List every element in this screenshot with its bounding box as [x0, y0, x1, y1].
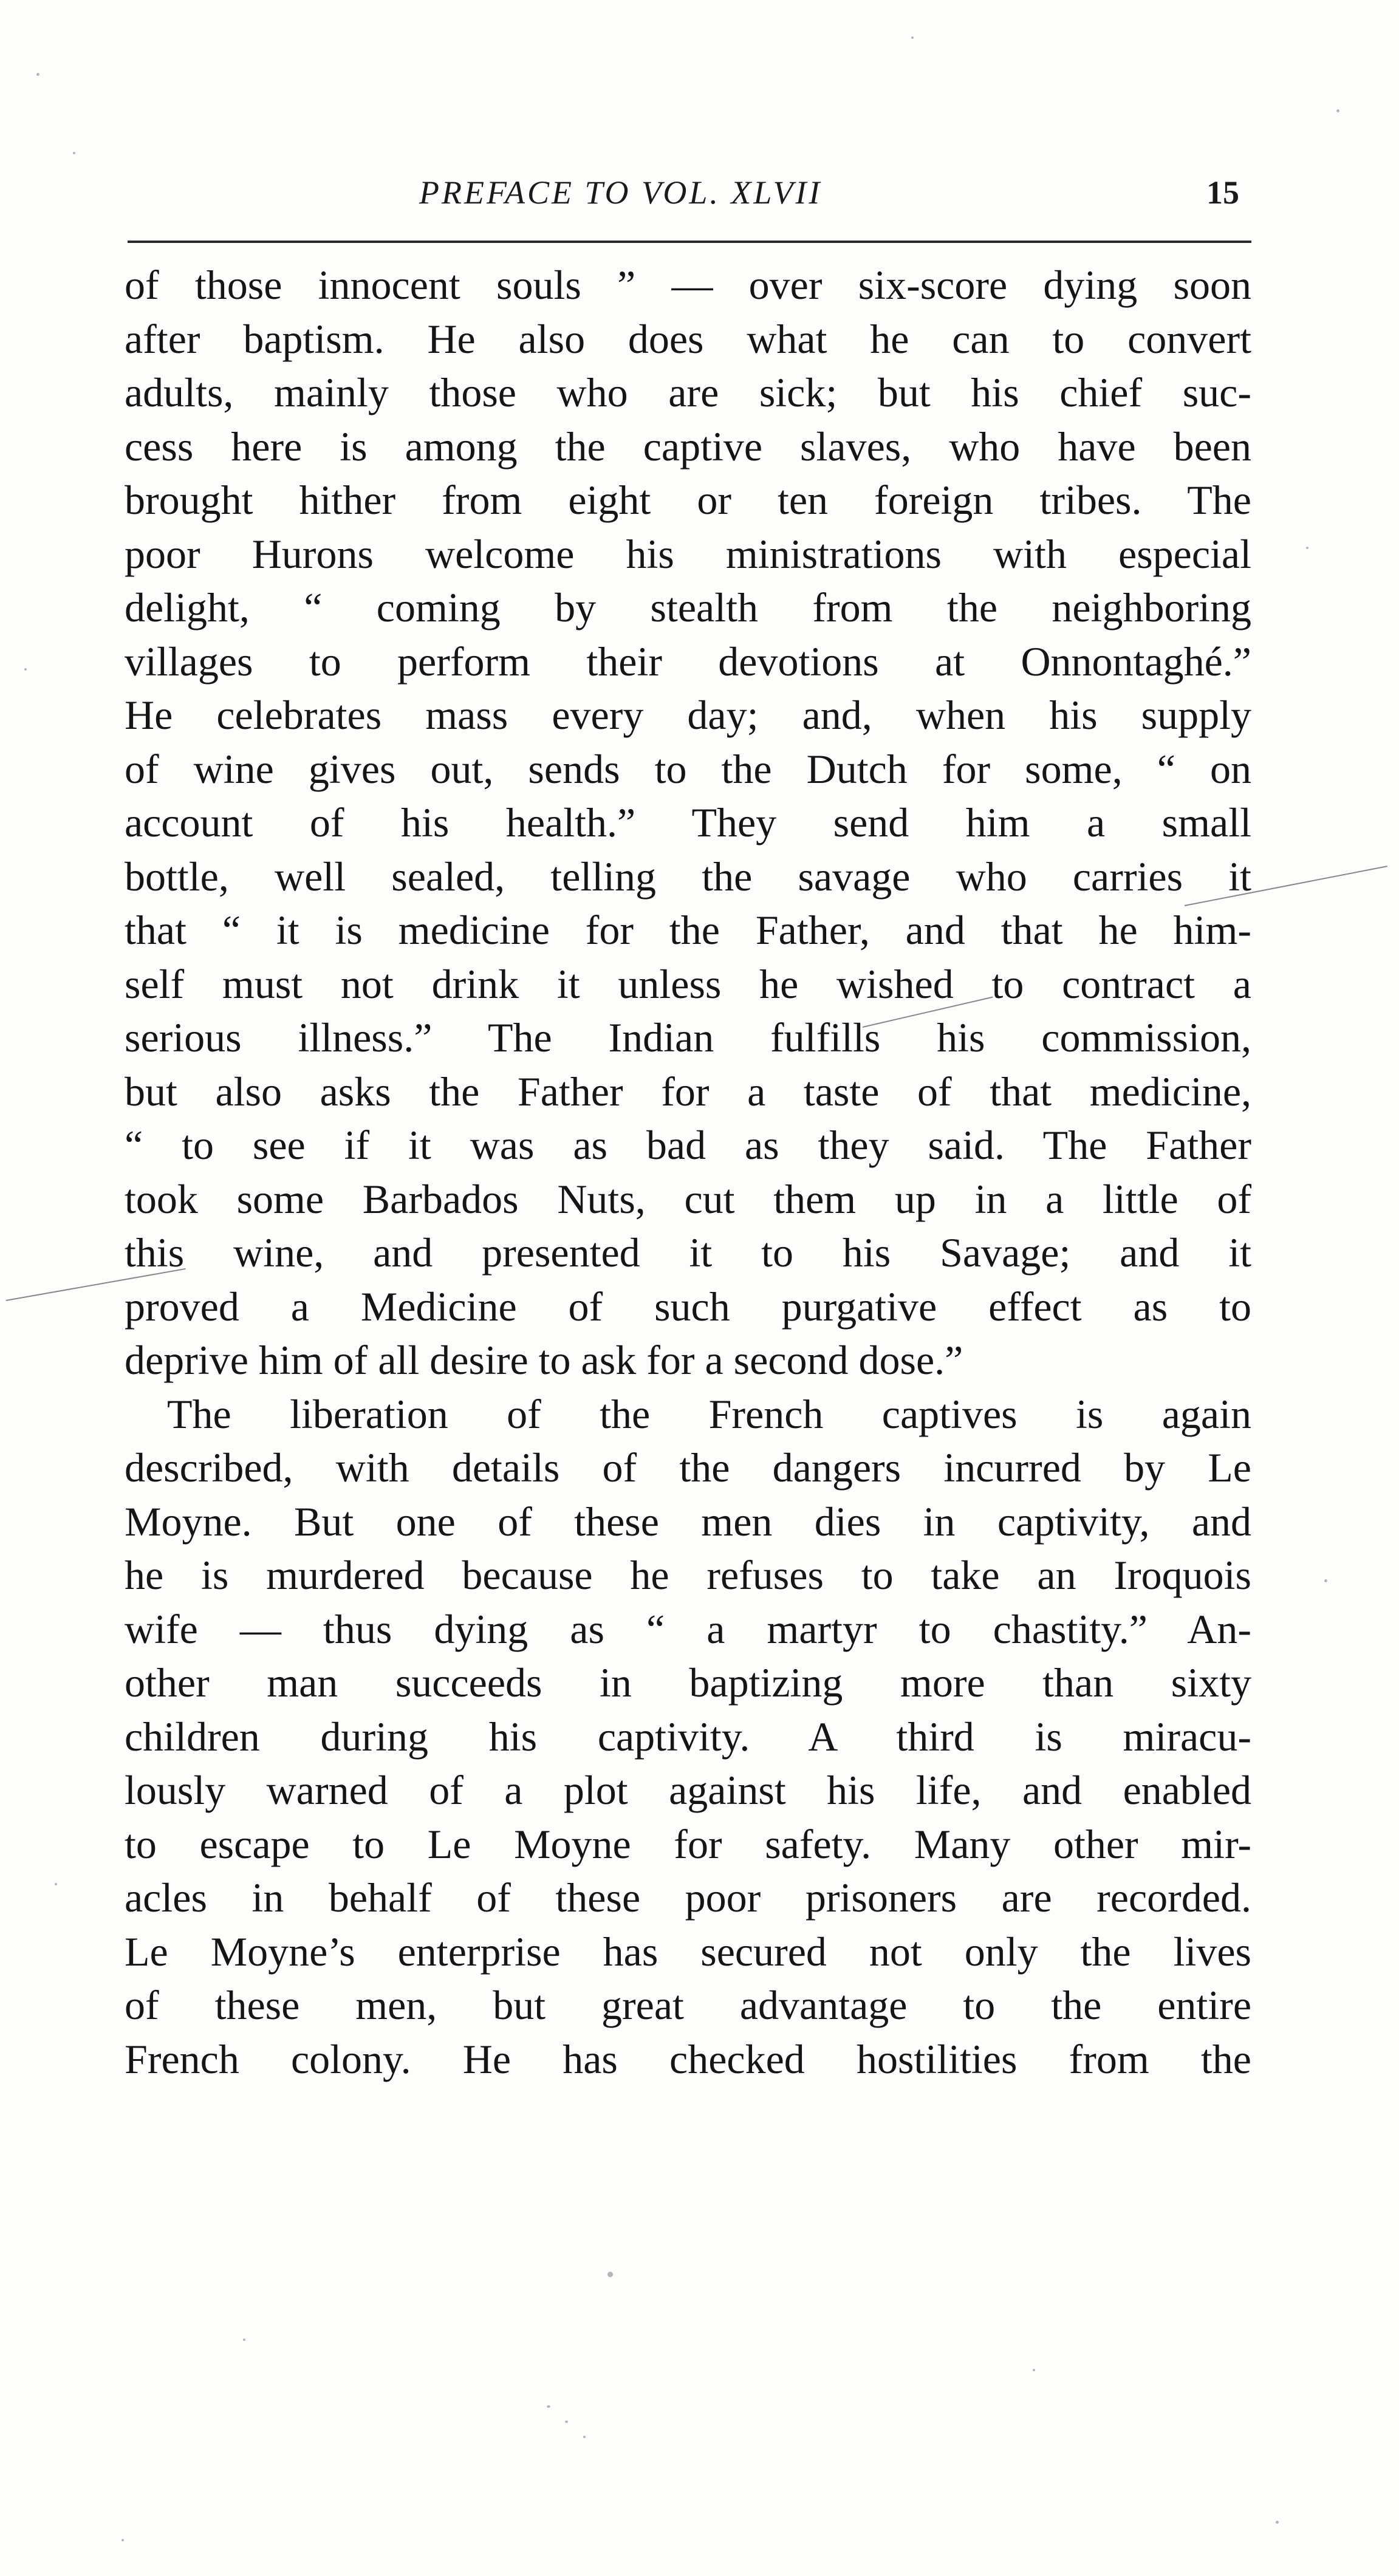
- text-line: other man succeeds in baptizing more than sixty: [125, 1659, 1251, 1706]
- text-line: to escape to Le Moyne for safety. Many other mir-: [125, 1820, 1251, 1867]
- text-line: He celebrates mass every day; and, when his supply: [125, 692, 1251, 738]
- speck: [911, 36, 914, 39]
- text-line: he is murdered because he refuses to take an Iroquois: [125, 1552, 1251, 1598]
- running-head: [128, 170, 1251, 219]
- speck: [36, 73, 39, 76]
- text-line: that “ it is medicine for the Father, and that he him-: [125, 907, 1251, 953]
- speck: [243, 2339, 245, 2341]
- text-line: account of his health.” They send him a small: [125, 799, 1251, 846]
- text-line: The liberation of the French captives is again: [167, 1390, 1251, 1437]
- text-line: but also asks the Father for a taste of that medicine,: [125, 1068, 1251, 1115]
- text-line: bottle, well sealed, telling the savage who carries it: [125, 853, 1251, 900]
- text-line: French colony. He has checked hostilities from the: [125, 2035, 1251, 2082]
- speck: [607, 2272, 613, 2277]
- header-rule: [128, 241, 1251, 243]
- page-number: 15: [1206, 174, 1239, 211]
- text-line: children during his captivity. A third is miracu-: [125, 1713, 1251, 1760]
- text-line: acles in behalf of these poor prisoners are recorded.: [125, 1874, 1251, 1921]
- text-line: deprive him of all desire to ask for a second dose.”: [125, 1337, 963, 1383]
- speck: [1306, 547, 1308, 549]
- speck: [583, 2436, 586, 2438]
- text-line: wife — thus dying as “ a martyr to chastity.” An-: [125, 1605, 1251, 1652]
- text-line: took some Barbados Nuts, cut them up in a little of: [125, 1175, 1251, 1222]
- text-line: “ to see if it was as bad as they said. The Father: [125, 1122, 1251, 1168]
- speck: [24, 668, 27, 671]
- speck: [73, 152, 75, 154]
- text-line: described, with details of the dangers incurred by Le: [125, 1444, 1251, 1491]
- text-line: poor Hurons welcome his ministrations with especial: [125, 530, 1251, 577]
- text-line: self must not drink it unless he wished to contract a: [125, 960, 1251, 1007]
- text-line: Moyne. But one of these men dies in captivity, and: [125, 1498, 1251, 1545]
- speck: [565, 2421, 568, 2423]
- text-line: delight, “ coming by stealth from the neighboring: [125, 584, 1251, 630]
- speck: [1033, 2369, 1035, 2371]
- text-line: cess here is among the captive slaves, who have been: [125, 423, 1251, 470]
- text-line: of wine gives out, sends to the Dutch for some, “ on: [125, 745, 1251, 792]
- text-line: serious illness.” The Indian fulfills his commission,: [125, 1014, 1251, 1061]
- text-line: adults, mainly those who are sick; but his chief suc-: [125, 369, 1251, 415]
- speck: [55, 1883, 57, 1885]
- text-line: brought hither from eight or ten foreign tribes. The: [125, 477, 1251, 523]
- speck: [1276, 2521, 1279, 2524]
- speck: [1324, 1579, 1327, 1582]
- text-line: lously warned of a plot against his life, and enabled: [125, 1767, 1251, 1813]
- text-line: proved a Medicine of such purgative effect as to: [125, 1283, 1251, 1330]
- text-line: villages to perform their devotions at Onnontaghé.”: [125, 638, 1251, 685]
- text-line: of those innocent souls ” — over six-score dying soon: [125, 262, 1251, 308]
- speck: [1336, 109, 1339, 112]
- text-line: Le Moyne’s enterprise has secured not only the lives: [125, 1928, 1251, 1975]
- text-line: after baptism. He also does what he can to convert: [125, 315, 1251, 362]
- text-line: this wine, and presented it to his Savage; and it: [125, 1229, 1251, 1276]
- speck: [547, 2405, 550, 2408]
- speck: [121, 2539, 124, 2541]
- body-text: [125, 258, 1251, 2086]
- running-title: PREFACE TO VOL. XLVII: [419, 174, 823, 211]
- text-line: of these men, but great advantage to the entire: [125, 1982, 1251, 2028]
